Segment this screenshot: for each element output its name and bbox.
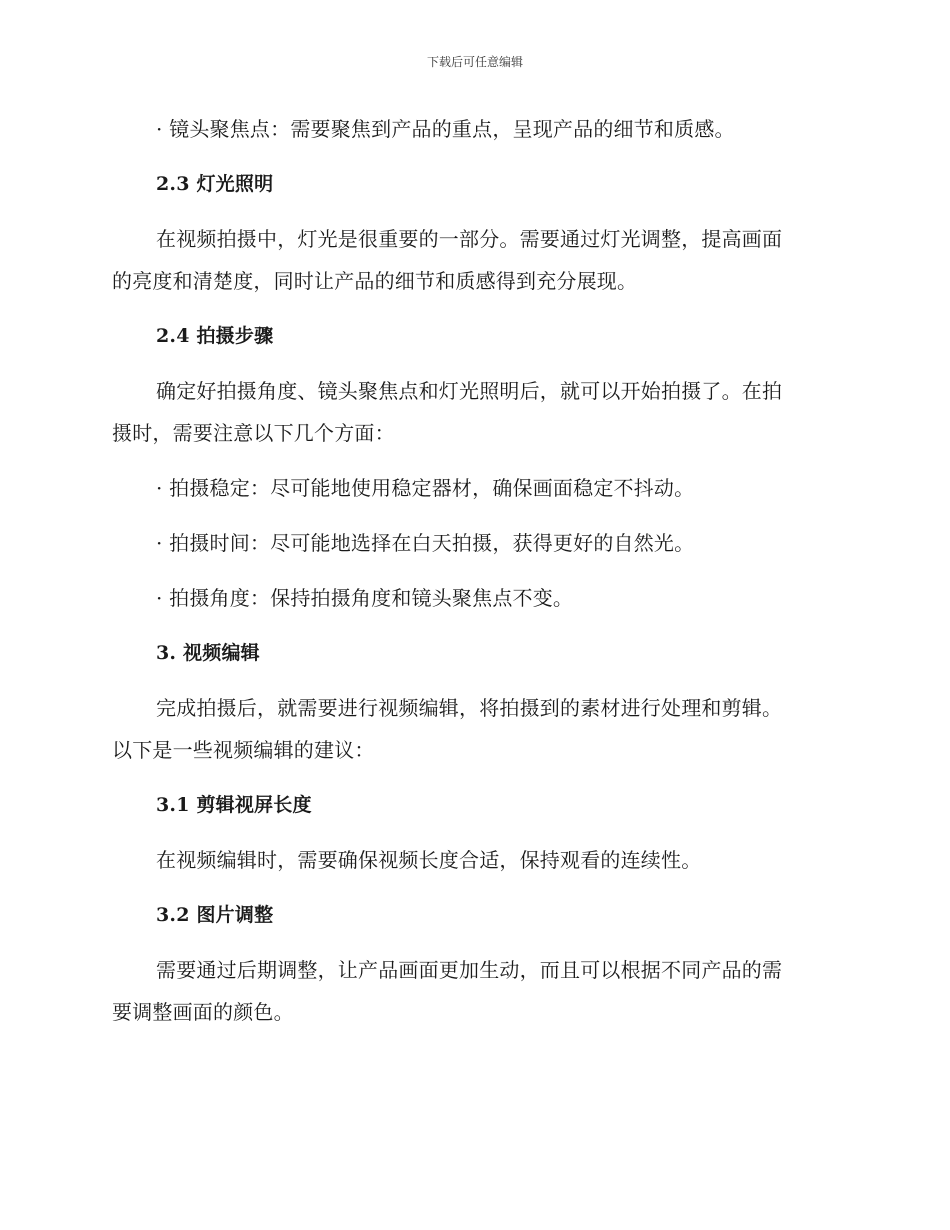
section-heading-2-4: 2.4 拍摄步骤 (156, 325, 274, 347)
paragraph-shooting-line-2: 摄时，需要注意以下几个方面： (112, 421, 395, 445)
section-heading-2-3: 2.3 灯光照明 (156, 173, 274, 195)
paragraph-image-adjust-line-1: 需要通过后期调整，让产品画面更加生动，而且可以根据不同产品的需 (156, 958, 783, 982)
section-heading-3: 3. 视频编辑 (156, 642, 260, 664)
bullet-focus-point: · 镜头聚焦点：需要聚焦到产品的重点，呈现产品的细节和质感。 (156, 117, 735, 141)
bullet-time: · 拍摄时间：尽可能地选择在白天拍摄，获得更好的自然光。 (156, 531, 695, 555)
paragraph-lighting-line-1: 在视频拍摄中，灯光是很重要的一部分。需要通过灯光调整，提高画面 (156, 227, 783, 251)
bullet-stability: · 拍摄稳定：尽可能地使用稳定器材，确保画面稳定不抖动。 (156, 476, 695, 500)
paragraph-editing-line-2: 以下是一些视频编辑的建议： (112, 738, 375, 762)
paragraph-lighting-line-2: 的亮度和清楚度，同时让产品的细节和质感得到充分展现。 (112, 269, 638, 293)
paragraph-image-adjust-line-2: 要调整画面的颜色。 (112, 1000, 294, 1024)
paragraph-shooting-line-1: 确定好拍摄角度、镜头聚焦点和灯光照明后，就可以开始拍摄了。在拍 (156, 379, 783, 403)
paragraph-length: 在视频编辑时，需要确保视频长度合适，保持观看的连续性。 (156, 848, 702, 872)
section-heading-3-2: 3.2 图片调整 (156, 904, 274, 926)
document-body (112, 108, 832, 1033)
section-heading-3-1: 3.1 剪辑视屏长度 (156, 794, 312, 816)
paragraph-editing-line-1: 完成拍摄后，就需要进行视频编辑，将拍摄到的素材进行处理和剪辑。 (156, 696, 783, 720)
bullet-angle: · 拍摄角度：保持拍摄角度和镜头聚焦点不变。 (156, 586, 574, 610)
page-header: 下载后可任意编辑 (426, 55, 523, 69)
